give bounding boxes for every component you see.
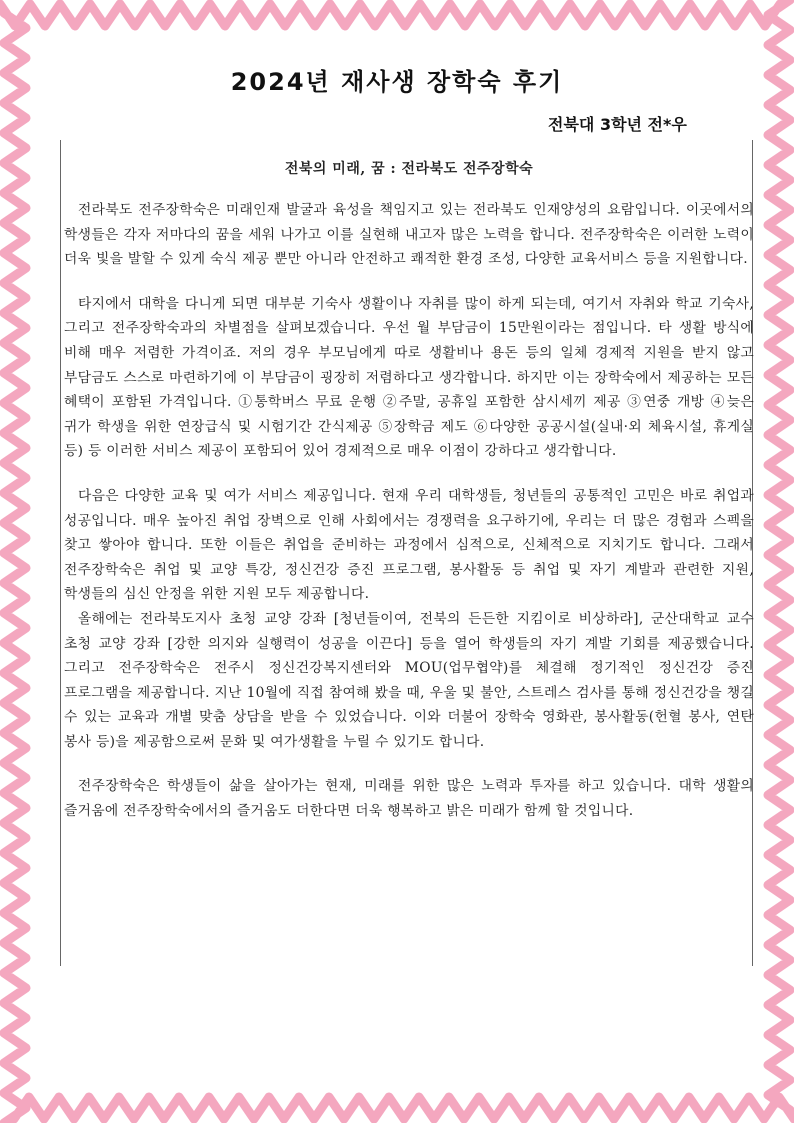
scan-left-edge xyxy=(60,140,61,966)
paragraph-education: 다음은 다양한 교육 및 여가 서비스 제공입니다. 현재 우리 대학생들, 청년들의 공통적인 고민은 바로 취업과 성공입니다. 매우 높아진 취업 장벽으로 인해 사회에서는 경쟁력을 요구하기에, 우리는 더 많은 경험과 스펙을 찾고 쌓아야 합니다. 또한 이들은 취업을 준비하는 과정에서 심적으로, 신체적으로 지치기도 합니다. 그래서 전주장학숙은 취업 및 교양 특강, 정신건강 증진 프로그램, 봉사활동 등 취업 및 자기 계발과 관련한 지원, 학생들의 심신 안정을 위한 지원 모두 제공합니다. xyxy=(64,487,754,603)
scanned-document xyxy=(64,150,754,844)
author-line: 전북대 3학년 전*우 xyxy=(548,115,687,134)
document-heading: 전북의 미래, 꿈 : 전라북도 전주장학숙 xyxy=(284,161,534,177)
paragraph-cost: 타지에서 대학을 다니게 되면 대부분 기숙사 생활이나 자취를 많이 하게 되는데, 여기서 자취와 학교 기숙사, 그리고 전주장학숙과의 차별점을 살펴보겠습니다. 우선 월 부담금이 15만원이라는 점입니다. 타 생활 방식에 비해 매우 저렴한 가격이죠. 저의 경우 부모님에게 따로 생활비나 용돈 등의 일체 경제적 지원을 받지 않고 부담금도 스스로 마련하기에 이 부담금이 굉장히 저렴하다고 생각합니다. 하지만 이는 장학숙에서 제공하는 모든 혜택이 포함된 가격입니다. ①통학버스 무료 운행 ②주말, 공휴일 포함한 삼시세끼 제공 ③연중 개방 ④늦은 귀가 학생을 위한 연장급식 및 시험기간 간식제공 ⑤장학금 제도 ⑥다양한 공공시설(실내·외 체육시설, 휴게실 등) 등 이러한 서비스 제공이 포함되어 있어 경제적으로 매우 이점이 강하다고 생각합니다. xyxy=(64,295,754,460)
paragraph-programs: 올해에는 전라북도지사 초청 교양 강좌 [청년들이여, 전북의 든든한 지킴이로 비상하라], 군산대학교 교수 초청 교양 강좌 [강한 의지와 실행력이 성공을 이끈다] 등을 열어 학생들의 자기 계발 기회를 제공했습니다. 그리고 전주장학숙은 전주시 정신건강복지센터와 MOU(업무협약)를 체결해 정기적인 정신건강 증진 프로그램을 제공합니다. 지난 10월에 직접 참여해 봤을 때, 우울 및 불안, 스트레스 검사를 통해 정신건강을 챙길 수 있는 교육과 개별 맞춤 상담을 받을 수 있었습니다. 이와 더불어 장학숙 영화관, 봉사활동(헌혈 봉사, 연탄 봉사 등)을 제공함으로써 문화 및 여가생활을 누릴 수 있기도 합니다. xyxy=(64,610,754,750)
paragraph-intro: 전라북도 전주장학숙은 미래인재 발굴과 육성을 책임지고 있는 전라북도 인재양성의 요람입니다. 이곳에서의 학생들은 각자 저마다의 꿈을 세워 나가고 이를 실현해 내고자 많은 노력을 합니다. 전주장학숙은 이러한 노력이 더욱 빛을 발할 수 있게 숙식 제공 뿐만 아니라 안전하고 쾌적한 환경 조성, 다양한 교육서비스 등을 지원합니다. xyxy=(64,202,754,268)
page-title: 2024년 재사생 장학숙 후기 xyxy=(230,68,564,96)
paragraph-conclusion: 전주장학숙은 학생들이 삶을 살아가는 현재, 미래를 위한 많은 노력과 투자를 하고 있습니다. 대학 생활의 즐거움에 전주장학숙에서의 즐거움도 더한다면 더욱 행복하고 밝은 미래가 함께 할 것입니다. xyxy=(64,778,754,820)
